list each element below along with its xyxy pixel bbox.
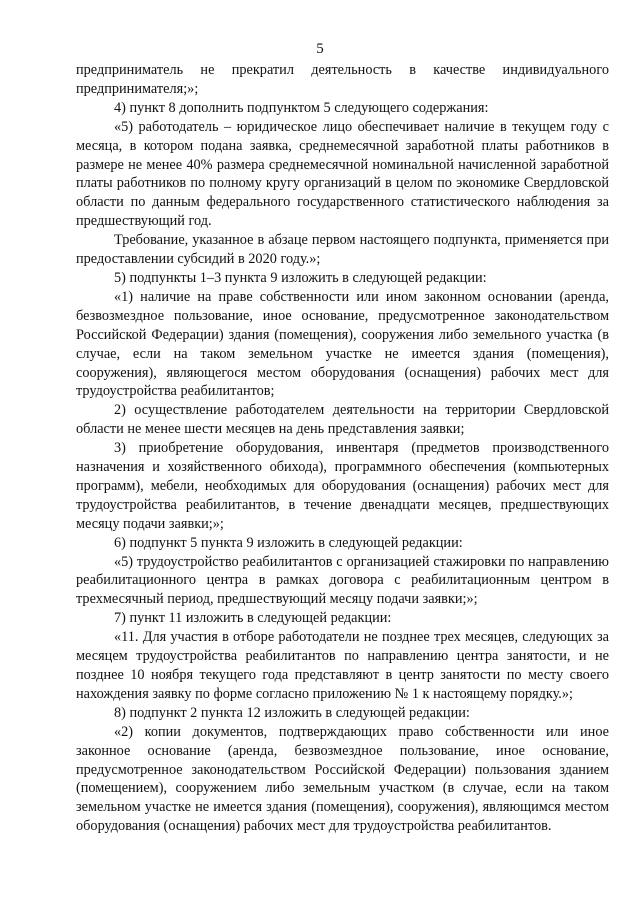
paragraph: 7) пункт 11 изложить в следующей редакции: [114,610,392,627]
paragraph: «1) наличие на праве собственности или ином законном основании (аренда, безвозмездное пользование, иное основание, предусмотренное законодательством Российской Федерации) здания (помещения), сооружения либо земельного участка (в случае, если на таком земельном участке не имеется здания (помещения), сооружения), являющегося местом оборудования (оснащения) рабочих мест для трудоустройства реабилитантов; [76,288,609,400]
paragraph: 8) подпункт 2 пункта 12 изложить в следующей редакции: [114,704,470,721]
paragraph: 2) осуществление работодателем деятельности на территории Свердловской области не менее шести месяцев на день представления заявки; [76,402,609,438]
paragraph: 4) пункт 8 дополнить подпунктом 5 следующего содержания: [114,99,489,116]
paragraph: предприниматель не прекратил деятельность в качестве индивидуального предпринимателя;»; [76,62,609,97]
paragraph: Требование, указанное в абзаце первом настоящего подпункта, применяется при предоставлении субсидий в 2020 году.»; [76,232,609,268]
document-body [76,61,609,836]
paragraph: 3) приобретение оборудования, инвентаря (предметов производственного назначения и хозяйственного обихода), программного обеспечения (компьютерных программ), мебели, необходимых для оборудования (оснащения) рабочих мест для трудоустройства реабилитантов, в течение двенадцати месяцев, предшествующих месяцу подачи заявки;»; [76,440,609,532]
page-number: 5 [316,41,324,57]
paragraph: «5) работодатель – юридическое лицо обеспечивает наличие в текущем году с месяца, в котором подана заявка, среднемесячной заработной платы работников в размере не менее 40% размера среднемесячной номинальной начисленной заработной платы работников по полному кругу организаций в целом по экономике Свердловской области по данным федерального государственного статистического наблюдения за предшествующий год. [76,118,609,230]
paragraph: «5) трудоустройство реабилитантов с организацией стажировки по направлению реабилитационного центра в рамках договора с реабилитационным центром в трехмесячный период, предшествующий месяцу подачи заявки;»; [76,553,609,608]
paragraph: 6) подпункт 5 пункта 9 изложить в следующей редакции: [114,534,463,551]
paragraph: «11. Для участия в отборе работодатели не позднее трех месяцев, следующих за месяцем трудоустройства реабилитантов по направлению центра занятости, и не позднее 10 ноября текущего года представляют в центр занятости по месту своего нахождения заявку по форме согласно приложению № 1 к настоящему порядку.»; [76,629,609,702]
paragraph: «2) копии документов, подтверждающих право собственности или иное законное основание (аренда, безвозмездное пользование, иное основание, предусмотренное законодательством Российской Федерации) пользования зданием (помещением), сооружением либо земельным участком (в случае, если на таком земельном участке не имеется здания (помещения), сооружения), являющимся местом оборудования (оснащения) рабочих мест для трудоустройства реабилитантов. [76,723,609,835]
paragraph: 5) подпункты 1–3 пункта 9 изложить в следующей редакции: [114,269,487,286]
